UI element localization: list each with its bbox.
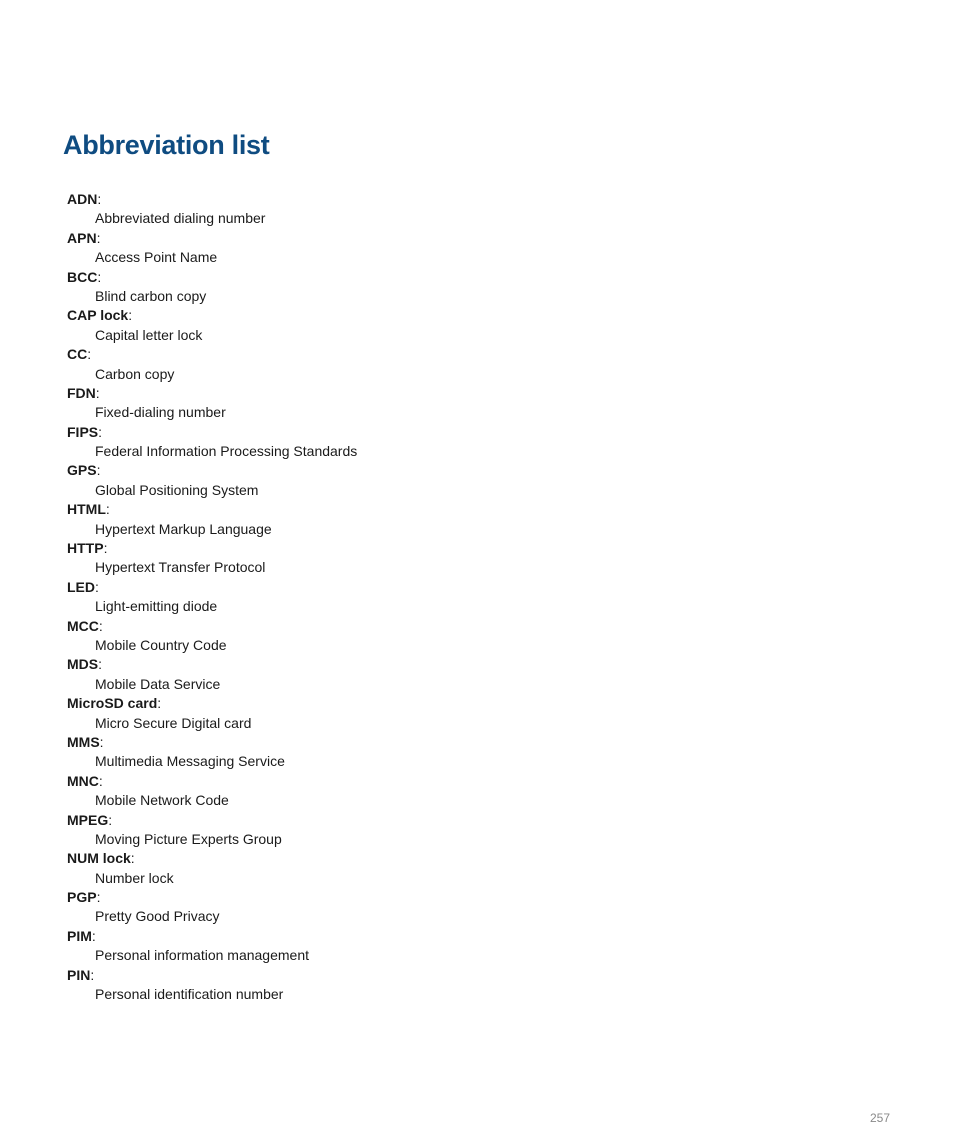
abbreviation-term-text: NUM lock: [67, 850, 131, 867]
abbreviation-term: [67, 306, 357, 325]
abbreviation-term: [67, 966, 357, 985]
abbreviation-separator: :: [97, 268, 102, 285]
abbreviation-term-text: PIM: [67, 927, 92, 944]
abbreviation-term: [67, 811, 357, 830]
abbreviation-entry: [67, 617, 357, 656]
abbreviation-term-text: FDN: [67, 384, 96, 401]
abbreviation-term-text: BCC: [67, 268, 98, 285]
abbreviation-term: [67, 190, 357, 209]
abbreviation-separator: :: [91, 927, 96, 944]
abbreviation-term: [67, 345, 357, 364]
abbreviation-term: [67, 500, 357, 519]
abbreviation-term-text: HTTP: [67, 540, 104, 557]
abbreviation-term-text: LED: [67, 578, 95, 595]
abbreviation-term: [67, 617, 357, 636]
abbreviation-definition: Micro Secure Digital card: [95, 714, 252, 731]
abbreviation-entry: [67, 500, 357, 539]
abbreviation-entry: [67, 229, 357, 268]
abbreviation-definition: Access Point Name: [95, 249, 218, 266]
abbreviation-definition: Hypertext Transfer Protocol: [95, 559, 266, 576]
abbreviation-definition: Hypertext Markup Language: [95, 520, 272, 537]
abbreviation-separator: :: [105, 501, 110, 518]
abbreviation-term-text: APN: [67, 229, 97, 246]
abbreviation-entry: [67, 927, 357, 966]
abbreviation-entry: [67, 345, 357, 384]
abbreviation-definition: Number lock: [95, 869, 174, 886]
abbreviation-separator: :: [98, 423, 103, 440]
abbreviation-separator: :: [97, 191, 102, 207]
abbreviation-term-text: HTML: [67, 501, 106, 518]
abbreviation-entry: [67, 733, 357, 772]
abbreviation-term-text: MDS: [67, 656, 99, 673]
abbreviation-term: [67, 694, 357, 713]
abbreviation-entry: [67, 888, 357, 927]
abbreviation-separator: :: [96, 889, 101, 906]
abbreviation-term-text: CC: [67, 346, 88, 363]
abbreviation-definition: Federal Information Processing Standards: [95, 443, 358, 460]
abbreviation-term-text: MNC: [67, 772, 99, 789]
abbreviation-separator: :: [90, 966, 95, 983]
abbreviation-entry: [67, 655, 357, 694]
abbreviation-definition: Moving Picture Experts Group: [95, 830, 282, 847]
abbreviation-separator: :: [98, 772, 103, 789]
abbreviation-definition: Blind carbon copy: [95, 287, 207, 304]
abbreviation-term: [67, 733, 357, 752]
abbreviation-term: [67, 461, 357, 480]
abbreviation-entry: [67, 539, 357, 578]
abbreviation-entry: [67, 423, 357, 462]
abbreviation-separator: :: [98, 617, 103, 634]
abbreviation-definition: Personal information management: [95, 947, 310, 964]
abbreviation-term: [67, 655, 357, 674]
page-number: 257: [869, 1111, 890, 1125]
abbreviation-term: [67, 849, 357, 868]
abbreviation-term-text: ADN: [67, 191, 98, 207]
abbreviation-definition: Mobile Data Service: [95, 675, 221, 692]
abbreviation-entry: [67, 190, 357, 229]
abbreviation-term: [67, 927, 357, 946]
abbreviation-list: [67, 190, 357, 1004]
abbreviation-entry: [67, 578, 357, 617]
abbreviation-definition: Abbreviated dialing number: [95, 210, 266, 227]
abbreviation-entry: [67, 772, 357, 811]
abbreviation-definition: Global Positioning System: [95, 481, 259, 498]
abbreviation-definition: Capital letter lock: [95, 326, 203, 343]
abbreviation-separator: :: [108, 811, 113, 828]
abbreviation-term: [67, 888, 357, 907]
page-title: Abbreviation list: [63, 130, 270, 160]
abbreviation-definition: Light-emitting diode: [95, 598, 218, 615]
abbreviation-term-text: FIPS: [67, 423, 99, 440]
abbreviation-term-text: PGP: [67, 889, 97, 906]
abbreviation-entry: [67, 966, 357, 1005]
abbreviation-term: [67, 268, 357, 287]
abbreviation-term-text: MMS: [67, 733, 100, 750]
abbreviation-entry: [67, 461, 357, 500]
abbreviation-separator: :: [87, 346, 92, 363]
abbreviation-definition: Carbon copy: [95, 365, 175, 382]
abbreviation-term-text: MPEG: [67, 811, 109, 828]
abbreviation-definition: Fixed-dialing number: [95, 404, 226, 421]
abbreviation-entry: [67, 811, 357, 850]
abbreviation-separator: :: [96, 462, 101, 479]
abbreviation-separator: :: [157, 695, 162, 712]
abbreviation-separator: :: [96, 229, 101, 246]
abbreviation-separator: :: [95, 384, 100, 401]
abbreviation-term-text: PIN: [67, 966, 91, 983]
abbreviation-definition: Personal identification number: [95, 986, 284, 1003]
abbreviation-definition: Multimedia Messaging Service: [95, 753, 285, 770]
abbreviation-term-text: GPS: [67, 462, 97, 479]
abbreviation-separator: :: [128, 307, 133, 324]
abbreviation-definition: Mobile Country Code: [95, 636, 227, 653]
abbreviation-term: [67, 578, 357, 597]
abbreviation-separator: :: [99, 733, 104, 750]
abbreviation-separator: :: [95, 578, 99, 595]
abbreviation-entry: [67, 268, 357, 307]
abbreviation-definition: Mobile Network Code: [95, 792, 229, 809]
abbreviation-term: [67, 229, 357, 248]
abbreviation-term-text: MCC: [67, 617, 99, 634]
abbreviation-entry: [67, 849, 357, 888]
abbreviation-term: [67, 384, 357, 403]
abbreviation-term: [67, 772, 357, 791]
abbreviation-entry: [67, 384, 357, 423]
abbreviation-separator: :: [103, 540, 108, 557]
abbreviation-separator: :: [130, 850, 135, 867]
abbreviation-definition: Pretty Good Privacy: [95, 908, 220, 925]
abbreviation-term-text: MicroSD card: [67, 695, 158, 712]
abbreviation-term: [67, 423, 357, 442]
abbreviation-entry: [67, 694, 357, 733]
abbreviation-term-text: CAP lock: [67, 307, 129, 324]
abbreviation-entry: [67, 306, 357, 345]
abbreviation-separator: :: [98, 656, 103, 673]
abbreviation-term: [67, 539, 357, 558]
